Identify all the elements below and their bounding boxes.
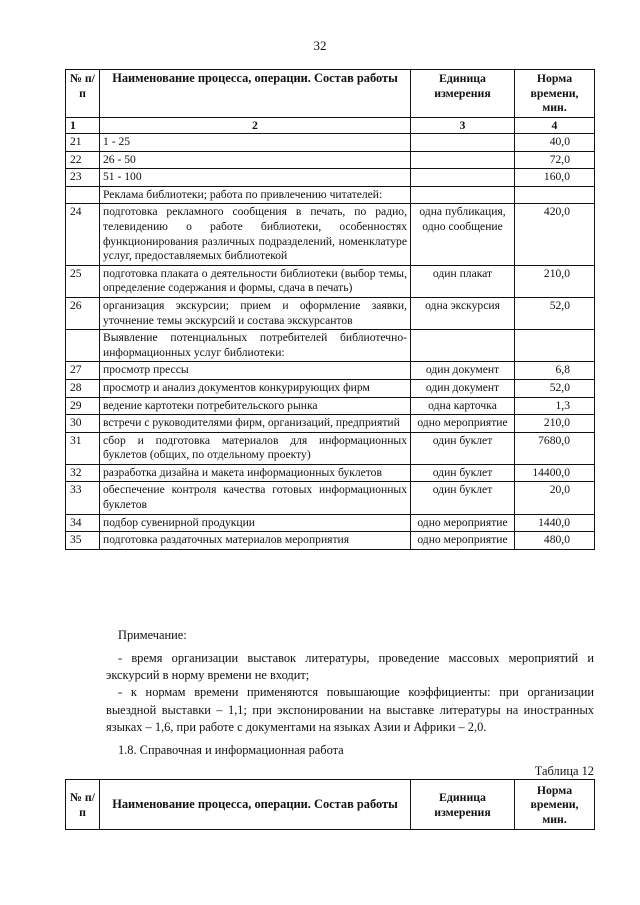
row-unit: одно мероприятие <box>411 532 515 550</box>
section-title: 1.8. Справочная и информационная работа <box>118 743 344 757</box>
row-name: обеспечение контроля качества готовых информационных буклетов <box>100 482 411 514</box>
note-item: - к нормам времени применяются повышающие коэффициенты: при организации выездной выставки – 1,1; при экспонировании на выставке литературы на иностранных языках – 1,6, при работе с документами на языках Азии и Африки – 2,0. <box>106 685 594 734</box>
row-unit <box>411 134 515 152</box>
row-num: 28 <box>66 379 100 397</box>
table-row <box>66 464 595 482</box>
row-norm: 210,0 <box>515 265 595 297</box>
next-header-unit: Единица измерения <box>411 780 515 830</box>
next-table <box>65 779 595 830</box>
row-name: просмотр прессы <box>100 362 411 380</box>
note-title: Примечание: <box>118 628 187 642</box>
row-unit <box>411 151 515 169</box>
table-row <box>66 151 595 169</box>
row-num <box>66 330 100 362</box>
note-body <box>106 650 594 736</box>
row-unit: один буклет <box>411 432 515 464</box>
row-num: 27 <box>66 362 100 380</box>
table-row <box>66 432 595 464</box>
row-norm: 210,0 <box>515 415 595 433</box>
page-number: 32 <box>313 38 327 53</box>
row-num: 21 <box>66 134 100 152</box>
row-num: 35 <box>66 532 100 550</box>
next-header-name: Наименование процесса, операции. Состав работы <box>100 780 411 830</box>
row-num: 32 <box>66 464 100 482</box>
row-name: организация экскурсии; прием и оформление заявки, уточнение темы экскурсий и состава экскурсантов <box>100 297 411 329</box>
row-name: подготовка рекламного сообщения в печать, по радио, телевидению о работе библиотеки, особенностях функционирования различных подразделений, номенклатуре услуг, предоставляемых библиотекой <box>100 204 411 265</box>
row-name: 1 - 25 <box>100 134 411 152</box>
row-norm: 52,0 <box>515 379 595 397</box>
next-header-num: № п/п <box>66 780 100 830</box>
row-norm: 1440,0 <box>515 514 595 532</box>
row-name: подготовка раздаточных материалов мероприятия <box>100 532 411 550</box>
header-unit: Единица измерения <box>411 70 515 118</box>
row-unit <box>411 169 515 187</box>
norms-table <box>65 69 595 550</box>
table-row <box>66 362 595 380</box>
row-unit: одна публикация, одно сообщение <box>411 204 515 265</box>
row-norm <box>515 186 595 204</box>
row-norm: 52,0 <box>515 297 595 329</box>
table-row <box>66 169 595 187</box>
next-table-header-row <box>66 780 595 830</box>
row-unit: один буклет <box>411 464 515 482</box>
index-2: 2 <box>100 118 411 134</box>
row-name: Выявление потенциальных потребителей библиотечно-информационных услуг библиотеки: <box>100 330 411 362</box>
table-row <box>66 265 595 297</box>
column-index-row <box>66 118 595 134</box>
row-norm: 6,8 <box>515 362 595 380</box>
table-row <box>66 415 595 433</box>
row-norm: 40,0 <box>515 134 595 152</box>
table-row <box>66 482 595 514</box>
row-num: 23 <box>66 169 100 187</box>
row-unit: одно мероприятие <box>411 415 515 433</box>
row-num <box>66 186 100 204</box>
row-num: 29 <box>66 397 100 415</box>
row-name: сбор и подготовка материалов для информационных буклетов (общих, по отдельному проекту) <box>100 432 411 464</box>
row-norm: 72,0 <box>515 151 595 169</box>
table-row <box>66 379 595 397</box>
row-norm: 420,0 <box>515 204 595 265</box>
row-unit: одна карточка <box>411 397 515 415</box>
row-num: 26 <box>66 297 100 329</box>
table-row <box>66 297 595 329</box>
row-name: разработка дизайна и макета информационных буклетов <box>100 464 411 482</box>
index-4: 4 <box>515 118 595 134</box>
row-unit: один плакат <box>411 265 515 297</box>
row-num: 30 <box>66 415 100 433</box>
row-norm: 20,0 <box>515 482 595 514</box>
row-num: 34 <box>66 514 100 532</box>
row-unit: одна экскурсия <box>411 297 515 329</box>
row-name: подбор сувенирной продукции <box>100 514 411 532</box>
table-row <box>66 397 595 415</box>
header-num: № п/п <box>66 70 100 118</box>
next-header-norm: Норма времени, мин. <box>515 780 595 830</box>
header-name: Наименование процесса, операции. Состав работы <box>100 70 411 118</box>
row-name: Реклама библиотеки; работа по привлечению читателей: <box>100 186 411 204</box>
table-row <box>66 204 595 265</box>
table-row <box>66 134 595 152</box>
row-num: 25 <box>66 265 100 297</box>
row-num: 31 <box>66 432 100 464</box>
table-row <box>66 330 595 362</box>
row-unit: одно мероприятие <box>411 514 515 532</box>
table-row <box>66 186 595 204</box>
row-num: 22 <box>66 151 100 169</box>
table-row <box>66 514 595 532</box>
row-norm: 1,3 <box>515 397 595 415</box>
table-header-row <box>66 70 595 118</box>
row-unit <box>411 330 515 362</box>
row-unit <box>411 186 515 204</box>
row-norm: 160,0 <box>515 169 595 187</box>
row-unit: один буклет <box>411 482 515 514</box>
row-name: подготовка плаката о деятельности библиотеки (выбор темы, определение содержания и формы, сдача в печать) <box>100 265 411 297</box>
row-num: 24 <box>66 204 100 265</box>
row-name: встречи с руководителями фирм, организаций, предприятий <box>100 415 411 433</box>
row-norm: 7680,0 <box>515 432 595 464</box>
row-name: просмотр и анализ документов конкурирующих фирм <box>100 379 411 397</box>
note-item: - время организации выставок литературы, проведение массовых мероприятий и экскурсий в норму времени не входит; <box>106 651 594 683</box>
row-unit: один документ <box>411 362 515 380</box>
row-num: 33 <box>66 482 100 514</box>
index-3: 3 <box>411 118 515 134</box>
row-name: 51 - 100 <box>100 169 411 187</box>
header-norm: Норма времени, мин. <box>515 70 595 118</box>
table-label: Таблица 12 <box>534 764 594 778</box>
row-name: 26 - 50 <box>100 151 411 169</box>
row-norm: 480,0 <box>515 532 595 550</box>
table-row <box>66 532 595 550</box>
row-norm <box>515 330 595 362</box>
row-unit: один документ <box>411 379 515 397</box>
row-norm: 14400,0 <box>515 464 595 482</box>
index-1: 1 <box>66 118 100 134</box>
row-name: ведение картотеки потребительского рынка <box>100 397 411 415</box>
